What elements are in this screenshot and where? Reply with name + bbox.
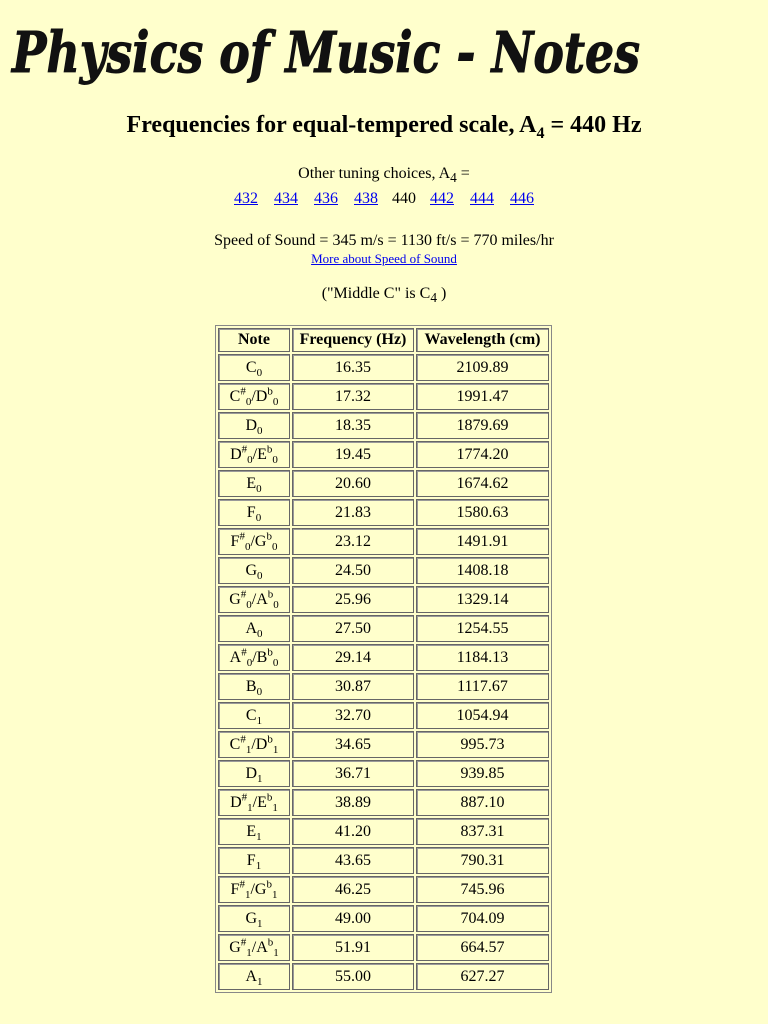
wavelength-cell: 837.31 — [416, 818, 549, 845]
frequency-cell: 51.91 — [292, 934, 414, 961]
frequency-cell: 16.35 — [292, 354, 414, 381]
table-row — [218, 557, 549, 584]
tuning-current-440: 440 — [392, 190, 416, 207]
tuning-link-438[interactable]: 438 — [354, 190, 378, 207]
header-note: Note — [218, 328, 290, 352]
table-row — [218, 760, 549, 787]
note-cell: $D^{\#}_0/E^b_0$ — [218, 441, 290, 468]
table-row — [218, 441, 549, 468]
tuning-link-436[interactable]: 436 — [314, 190, 338, 207]
note-cell: $F_1$ — [218, 847, 290, 874]
wavelength-cell: 790.31 — [416, 847, 549, 874]
wavelength-cell: 1408.18 — [416, 557, 549, 584]
table-row — [218, 818, 549, 845]
note-cell: $C_0$ — [218, 354, 290, 381]
tuning-link-446[interactable]: 446 — [510, 190, 534, 207]
note-cell: $A_1$ — [218, 963, 290, 990]
note-cell: $A^{\#}_0/B^b_0$ — [218, 644, 290, 671]
table-row — [218, 934, 549, 961]
frequency-cell: 30.87 — [292, 673, 414, 700]
wavelength-cell: 1991.47 — [416, 383, 549, 410]
frequency-table-wrapper — [215, 325, 552, 993]
note-cell: $E_1$ — [218, 818, 290, 845]
table-row — [218, 905, 549, 932]
note-cell: $A_0$ — [218, 615, 290, 642]
tuning-link-432[interactable]: 432 — [234, 190, 258, 207]
frequency-cell: 24.50 — [292, 557, 414, 584]
table-row — [218, 412, 549, 439]
note-cell: $G^{\#}_1/A^b_1$ — [218, 934, 290, 961]
frequency-cell: 38.89 — [292, 789, 414, 816]
frequency-cell: 17.32 — [292, 383, 414, 410]
table-row — [218, 963, 549, 990]
table-row — [218, 586, 549, 613]
note-cell: $E_0$ — [218, 470, 290, 497]
header-wavelength: Wavelength (cm) — [416, 328, 549, 352]
table-row — [218, 789, 549, 816]
note-cell: $G_0$ — [218, 557, 290, 584]
speed-of-sound-link[interactable]: More about Speed of Sound — [311, 251, 457, 266]
frequency-cell: 32.70 — [292, 702, 414, 729]
tuning-link-434[interactable]: 434 — [274, 190, 298, 207]
table-row — [218, 528, 549, 555]
frequency-cell: 20.60 — [292, 470, 414, 497]
note-cell: $C_1$ — [218, 702, 290, 729]
wavelength-cell: 704.09 — [416, 905, 549, 932]
note-cell: $F^{\#}_1/G^b_1$ — [218, 876, 290, 903]
tuning-link-442[interactable]: 442 — [430, 190, 454, 207]
wavelength-cell: 939.85 — [416, 760, 549, 787]
table-body — [218, 354, 549, 990]
table-row — [218, 644, 549, 671]
wavelength-cell: 1674.62 — [416, 470, 549, 497]
note-cell: $F_0$ — [218, 499, 290, 526]
table-row — [218, 354, 549, 381]
frequency-cell: 29.14 — [292, 644, 414, 671]
note-cell: $D_0$ — [218, 412, 290, 439]
tuning-label: Other tuning choices, $A_4$ = — [298, 165, 470, 186]
frequency-cell: 46.25 — [292, 876, 414, 903]
frequency-cell: 41.20 — [292, 818, 414, 845]
table-row — [218, 702, 549, 729]
wavelength-cell: 2109.89 — [416, 354, 549, 381]
frequency-cell: 34.65 — [292, 731, 414, 758]
wavelength-cell: 995.73 — [416, 731, 549, 758]
note-cell: $B_0$ — [218, 673, 290, 700]
frequency-cell: 23.12 — [292, 528, 414, 555]
frequency-cell: 21.83 — [292, 499, 414, 526]
table-row — [218, 499, 549, 526]
middle-c-note: ("Middle C" is $C_4$ ) — [321, 285, 447, 306]
table-row — [218, 470, 549, 497]
wavelength-cell: 1054.94 — [416, 702, 549, 729]
wavelength-cell: 627.27 — [416, 963, 549, 990]
header-frequency: Frequency (Hz) — [292, 328, 414, 352]
frequency-cell: 43.65 — [292, 847, 414, 874]
frequency-cell: 27.50 — [292, 615, 414, 642]
note-cell: $G^{\#}_0/A^b_0$ — [218, 586, 290, 613]
site-title: Physics of Music - Notes — [10, 20, 641, 86]
note-cell: $C^{\#}_1/D^b_1$ — [218, 731, 290, 758]
note-cell: $G_1$ — [218, 905, 290, 932]
wavelength-cell: 1879.69 — [416, 412, 549, 439]
wavelength-cell: 887.10 — [416, 789, 549, 816]
note-cell: $D_1$ — [218, 760, 290, 787]
wavelength-cell: 1117.67 — [416, 673, 549, 700]
frequency-cell: 49.00 — [292, 905, 414, 932]
table-row — [218, 673, 549, 700]
wavelength-cell: 1491.91 — [416, 528, 549, 555]
tuning-options — [0, 190, 768, 208]
note-cell: $C^{\#}_0/D^b_0$ — [218, 383, 290, 410]
frequency-cell: 18.35 — [292, 412, 414, 439]
wavelength-cell: 1184.13 — [416, 644, 549, 671]
table-row — [218, 847, 549, 874]
frequency-cell: 25.96 — [292, 586, 414, 613]
site-title-logo — [10, 6, 650, 98]
note-cell: $F^{\#}_0/G^b_0$ — [218, 528, 290, 555]
frequency-cell: 36.71 — [292, 760, 414, 787]
table-header-row — [218, 328, 549, 352]
table-row — [218, 876, 549, 903]
wavelength-cell: 745.96 — [416, 876, 549, 903]
frequency-table — [215, 325, 552, 993]
wavelength-cell: 1254.55 — [416, 615, 549, 642]
tuning-link-444[interactable]: 444 — [470, 190, 494, 207]
page-subtitle: Frequencies for equal-tempered scale, $A_4 = 440$ Hz — [126, 112, 642, 142]
wavelength-cell: 1580.63 — [416, 499, 549, 526]
frequency-cell: 55.00 — [292, 963, 414, 990]
wavelength-cell: 664.57 — [416, 934, 549, 961]
table-row — [218, 731, 549, 758]
note-cell: $D^{\#}_1/E^b_1$ — [218, 789, 290, 816]
frequency-cell: 19.45 — [292, 441, 414, 468]
table-row — [218, 615, 549, 642]
wavelength-cell: 1329.14 — [416, 586, 549, 613]
table-row — [218, 383, 549, 410]
wavelength-cell: 1774.20 — [416, 441, 549, 468]
speed-of-sound-text: Speed of Sound = 345 m/s = 1130 ft/s = 770 miles/hr — [214, 232, 554, 249]
